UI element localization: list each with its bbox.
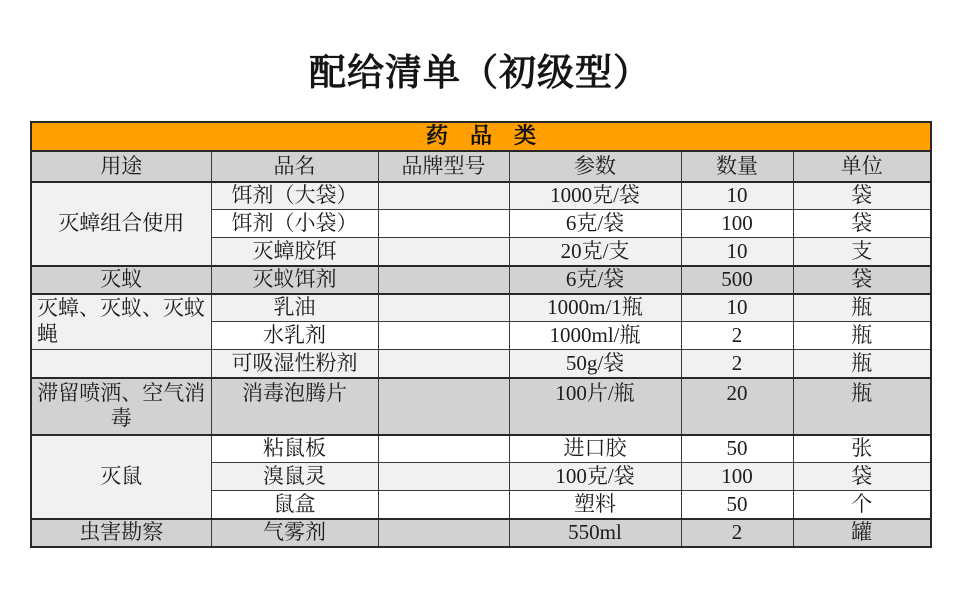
unit-cell: 袋	[793, 210, 931, 238]
param-cell: 20克/支	[509, 238, 681, 266]
name-cell: 饵剂（大袋）	[211, 182, 378, 210]
name-cell: 水乳剂	[211, 322, 378, 350]
table-row	[31, 182, 931, 210]
brand-cell	[378, 350, 509, 378]
brand-cell	[378, 238, 509, 266]
table-row	[31, 350, 931, 378]
unit-cell: 瓶	[793, 322, 931, 350]
brand-cell	[378, 182, 509, 210]
table-row	[31, 519, 931, 547]
param-cell: 6克/袋	[509, 266, 681, 294]
param-cell: 塑料	[509, 491, 681, 519]
unit-cell: 张	[793, 435, 931, 463]
qty-cell: 20	[681, 378, 793, 435]
brand-cell	[378, 491, 509, 519]
qty-cell: 100	[681, 210, 793, 238]
param-cell: 6克/袋	[509, 210, 681, 238]
page-title: 配给清单（初级型）	[309, 52, 651, 93]
table-row	[31, 294, 931, 322]
param-cell: 100片/瓶	[509, 378, 681, 435]
unit-cell: 瓶	[793, 378, 931, 435]
category-row	[31, 122, 931, 151]
name-cell: 可吸湿性粉剂	[211, 350, 378, 378]
param-cell: 1000ml/瓶	[509, 322, 681, 350]
qty-cell: 50	[681, 435, 793, 463]
col-header-name: 品名	[211, 151, 378, 182]
unit-cell: 个	[793, 491, 931, 519]
name-cell: 消毒泡腾片	[211, 378, 378, 435]
name-cell: 溴鼠灵	[211, 463, 378, 491]
col-header-brand: 品牌型号	[378, 151, 509, 182]
qty-cell: 500	[681, 266, 793, 294]
qty-cell: 2	[681, 322, 793, 350]
unit-cell: 支	[793, 238, 931, 266]
name-cell: 鼠盒	[211, 491, 378, 519]
table-row	[31, 435, 931, 463]
unit-cell: 瓶	[793, 350, 931, 378]
table-row	[31, 378, 931, 435]
col-header-qty: 数量	[681, 151, 793, 182]
name-cell: 气雾剂	[211, 519, 378, 547]
supply-table	[30, 121, 932, 548]
qty-cell: 2	[681, 519, 793, 547]
use-cell: 灭蟑、灭蚁、灭蚊蝇	[31, 294, 211, 350]
param-cell: 进口胶	[509, 435, 681, 463]
qty-cell: 100	[681, 463, 793, 491]
param-cell: 50g/袋	[509, 350, 681, 378]
qty-cell: 2	[681, 350, 793, 378]
brand-cell	[378, 435, 509, 463]
param-cell: 100克/袋	[509, 463, 681, 491]
use-cell: 灭鼠	[31, 435, 211, 519]
brand-cell	[378, 519, 509, 547]
unit-cell: 袋	[793, 182, 931, 210]
name-cell: 乳油	[211, 294, 378, 322]
column-header-row	[31, 151, 931, 182]
param-cell: 1000克/袋	[509, 182, 681, 210]
brand-cell	[378, 322, 509, 350]
unit-cell: 袋	[793, 463, 931, 491]
use-cell	[31, 350, 211, 378]
table-row	[31, 266, 931, 294]
col-header-use: 用途	[31, 151, 211, 182]
brand-cell	[378, 266, 509, 294]
name-cell: 灭蚁饵剂	[211, 266, 378, 294]
category-header: 药 品 类	[31, 122, 931, 151]
use-cell: 滞留喷洒、空气消毒	[31, 378, 211, 435]
brand-cell	[378, 210, 509, 238]
use-cell: 灭蚁	[31, 266, 211, 294]
brand-cell	[378, 294, 509, 322]
use-cell: 虫害勘察	[31, 519, 211, 547]
param-cell: 550ml	[509, 519, 681, 547]
qty-cell: 10	[681, 182, 793, 210]
brand-cell	[378, 378, 509, 435]
unit-cell: 瓶	[793, 294, 931, 322]
col-header-param: 参数	[509, 151, 681, 182]
qty-cell: 50	[681, 491, 793, 519]
name-cell: 粘鼠板	[211, 435, 378, 463]
use-cell: 灭蟑组合使用	[31, 182, 211, 266]
qty-cell: 10	[681, 238, 793, 266]
brand-cell	[378, 463, 509, 491]
param-cell: 1000m/1瓶	[509, 294, 681, 322]
qty-cell: 10	[681, 294, 793, 322]
unit-cell: 袋	[793, 266, 931, 294]
unit-cell: 罐	[793, 519, 931, 547]
name-cell: 饵剂（小袋）	[211, 210, 378, 238]
col-header-unit: 单位	[793, 151, 931, 182]
name-cell: 灭蟑胶饵	[211, 238, 378, 266]
